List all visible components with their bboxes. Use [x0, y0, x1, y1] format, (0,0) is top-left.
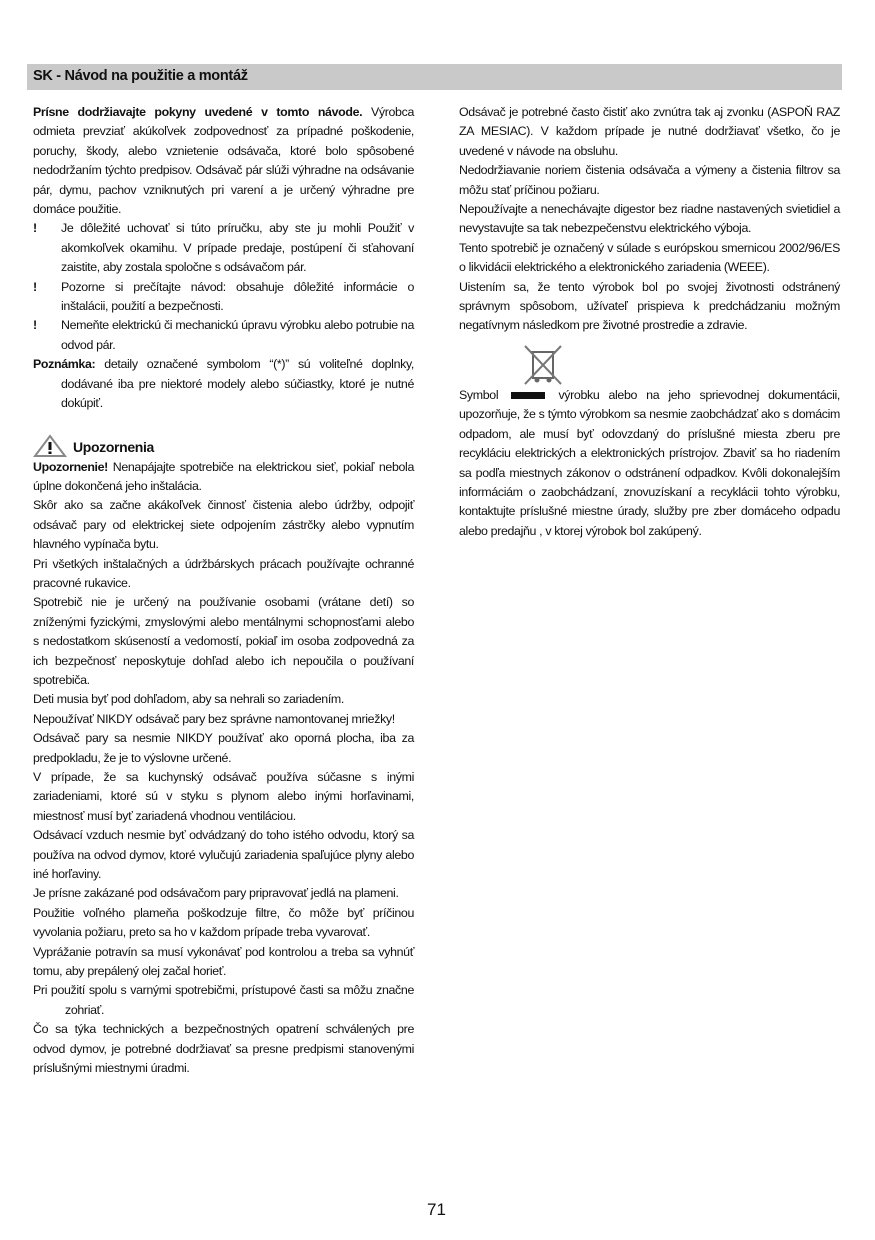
warning-paragraph	[33, 458, 414, 497]
symbol-paragraph	[459, 386, 840, 541]
paragraph: Nepoužívať NIKDY odsávač pary bez správne namontovanej mriežky!	[33, 711, 395, 726]
paragraph: Odsávač pary sa nesmie NIKDY používať ako oporná plocha, iba za predpokladu, že je to výslovne určené.	[33, 731, 414, 765]
weee-bar-icon	[511, 392, 545, 399]
paragraph: Čo sa týka technických a bezpečnostných opatrení schválených pre odvod dymov, je potrebné dodržiavať sa presne predpismi stanovenými príslušnými miestnymi úradmi.	[33, 1022, 414, 1076]
paragraph: V prípade, že sa kuchynský odsávač používa súčasne s inými zariadeniami, ktoré sú v styku s plynom alebo inými horľavinami, miestnosť musí byť zariadená vhodnou ventiláciou.	[33, 770, 414, 823]
exclamation-icon: !	[33, 279, 37, 294]
note-text: detaily označené symbolom “(*)” sú voliteľné doplnky, dodávané iba pre niektoré modely alebo súčiastky, ktoré je nutné dokúpiť.	[61, 357, 414, 411]
paragraph: Uistením sa, že tento výrobok bol po svojej životnosti odstránený správnym spôsobom, užívateľ prispieva k predchádzaniu možným negatívnym následkom pre životné prostredie a zdravie.	[459, 279, 840, 333]
weee-crossed-bin-icon	[521, 344, 840, 386]
bullet-item	[33, 219, 414, 277]
note-label: Poznámka:	[33, 357, 96, 372]
left-column	[33, 103, 414, 1079]
exclamation-icon: !	[33, 221, 37, 236]
paragraph: Vyprážanie potravín sa musí vykonávať pod kontrolou a treba sa vyhnúť tomu, aby prepálený olej začal horieť.	[33, 944, 414, 979]
warning-triangle-icon	[33, 434, 67, 458]
note-paragraph	[33, 355, 414, 413]
paragraph: Deti musia byť pod dohľadom, aby sa nehrali so zariadením.	[33, 692, 344, 707]
warning-text: Nenapájajte spotrebiče na elektrickou sieť, pokiaľ nebola úplne dokončená jeho inštalácia.	[33, 459, 414, 493]
section-title: SK - Návod na použitie a montáž	[33, 68, 248, 84]
paragraph: Pri všetkých inštalačných a údržbárskych prácach používajte ochranné pracovné rukavice.	[33, 556, 414, 590]
bullet-text: Je dôležité uchovať si túto príručku, aby ste ju mohli Použiť v akomkoľvek okamihu. V prípade predaje, postúpení či sťahovaní zaistite, aby zostala spoločne s odsávačom pár.	[61, 221, 414, 275]
intro-text: Výrobca odmieta prevziať akúkoľvek zodpovednosť za prípadné poškodenie, poruchy, škody, alebo vznietenie odsávača, ktoré bolo spôsobené nedodržaním týchto predpisov. Odsávač pár slúži výhradne na odsávanie pár, dymu, pachov vzniknutých pri varení a je určený výhradne pre domáce použitie.	[33, 105, 414, 217]
bullet-text: Nemeňte elektrickú či mechanickú úpravu výrobku alebo potrubie na odvod pár.	[61, 318, 414, 352]
paragraph: Odsávač je potrebné často čistiť ako zvnútra tak aj zvonku (ASPOŇ RAZ ZA MESIAC). V každom prípade je nutné dodržiavať všetko, čo je uvedené v návode na obsluhu.	[459, 105, 840, 158]
paragraph: Skôr ako sa začne akákoľvek činnosť čistenia alebo údržby, odpojiť odsávač pary od elektrickej siete odpojením zástrčky alebo vypnutím hlavného vypínača bytu.	[33, 498, 414, 552]
symbol-text: výrobku alebo na jeho sprievodnej dokumentácii, upozorňuje, že s týmto výrobkom sa nesmie zaobchádzať ako s domácim odpadom, ale musí byť odovzdaný do príslušné miesta zberu pre recykláciu elektrických a elektronických prístrojov. Zbaviť sa ho riadením sa podľa miestnych zákonov o odstránení odpadkov. Kvôli dokonalejším informáciám o zaobchádzaní, znovuzískaní a recyklácii tohto výrobku, kontaktujte príslušné miestne úrady, služby pre zber domáceho odpadu alebo predajňu , v ktorej výrobok bol zakúpený.	[459, 387, 840, 538]
exclamation-icon: !	[33, 318, 37, 333]
intro-paragraph	[33, 103, 414, 219]
paragraph: Pri použití spolu s varnými spotrebičmi, prístupové časti sa môžu značne zohriať.	[33, 983, 414, 1017]
paragraph: Odsávací vzduch nesmie byť odvádzaný do toho istého odvodu, ktorý sa používa na odvod dymov, ktoré vylučujú zariadenia spaľujúce plyny alebo iné horľaviny.	[33, 828, 414, 882]
warnings-heading	[33, 432, 414, 458]
paragraph: Nedodržiavanie noriem čistenia odsávača a výmeny a čistenia filtrov sa môžu stať príčinou požiaru.	[459, 163, 840, 197]
warnings-title: Upozornenia	[73, 439, 154, 456]
bullet-text: Pozorne si prečítajte návod: obsahuje dôležité informácie o inštalácii, použití a bezpečnosti.	[61, 279, 414, 314]
bullet-item	[33, 278, 414, 317]
paragraph: Tento spotrebič je označený v súlade s európskou smernicou 2002/96/ES o likvidácii elektrického a elektronického zariadenia (WEEE).	[459, 240, 840, 275]
page-number: 71	[427, 1200, 446, 1219]
warning-label: Upozornenie!	[33, 459, 108, 474]
symbol-word: Symbol	[459, 387, 499, 402]
paragraph: Je prísne zakázané pod odsávačom pary pripravovať jedlá na plameni.	[33, 886, 399, 901]
paragraph: Použitie voľného plameňa poškodzuje filtre, čo môže byť príčinou vyvolania požiaru, preto sa ho v každom prípade treba vyvarovať.	[33, 905, 414, 940]
intro-bold: Prísne dodržiavajte pokyny uvedené v tomto návode.	[33, 105, 363, 119]
bullet-item	[33, 316, 414, 355]
right-column	[459, 103, 840, 541]
paragraph: Spotrebič nie je určený na používanie osobami (vrátane detí) so zníženými fyzickými, zmyslovými alebo mentálnymi schopnosťami alebo s nedostatkom skúseností a vedomostí, pokiaľ im osoba zodpovedná za ich bezpečnosť neposkytuje dohľad alebo ich nepoučila o používaní spotrebiča.	[33, 595, 414, 687]
paragraph: Nepoužívajte a nenechávajte digestor bez riadne nastavených svietidiel a nevystavujte sa tak nebezpečenstvu elektrického výboja.	[459, 202, 840, 236]
section-header	[27, 64, 842, 90]
